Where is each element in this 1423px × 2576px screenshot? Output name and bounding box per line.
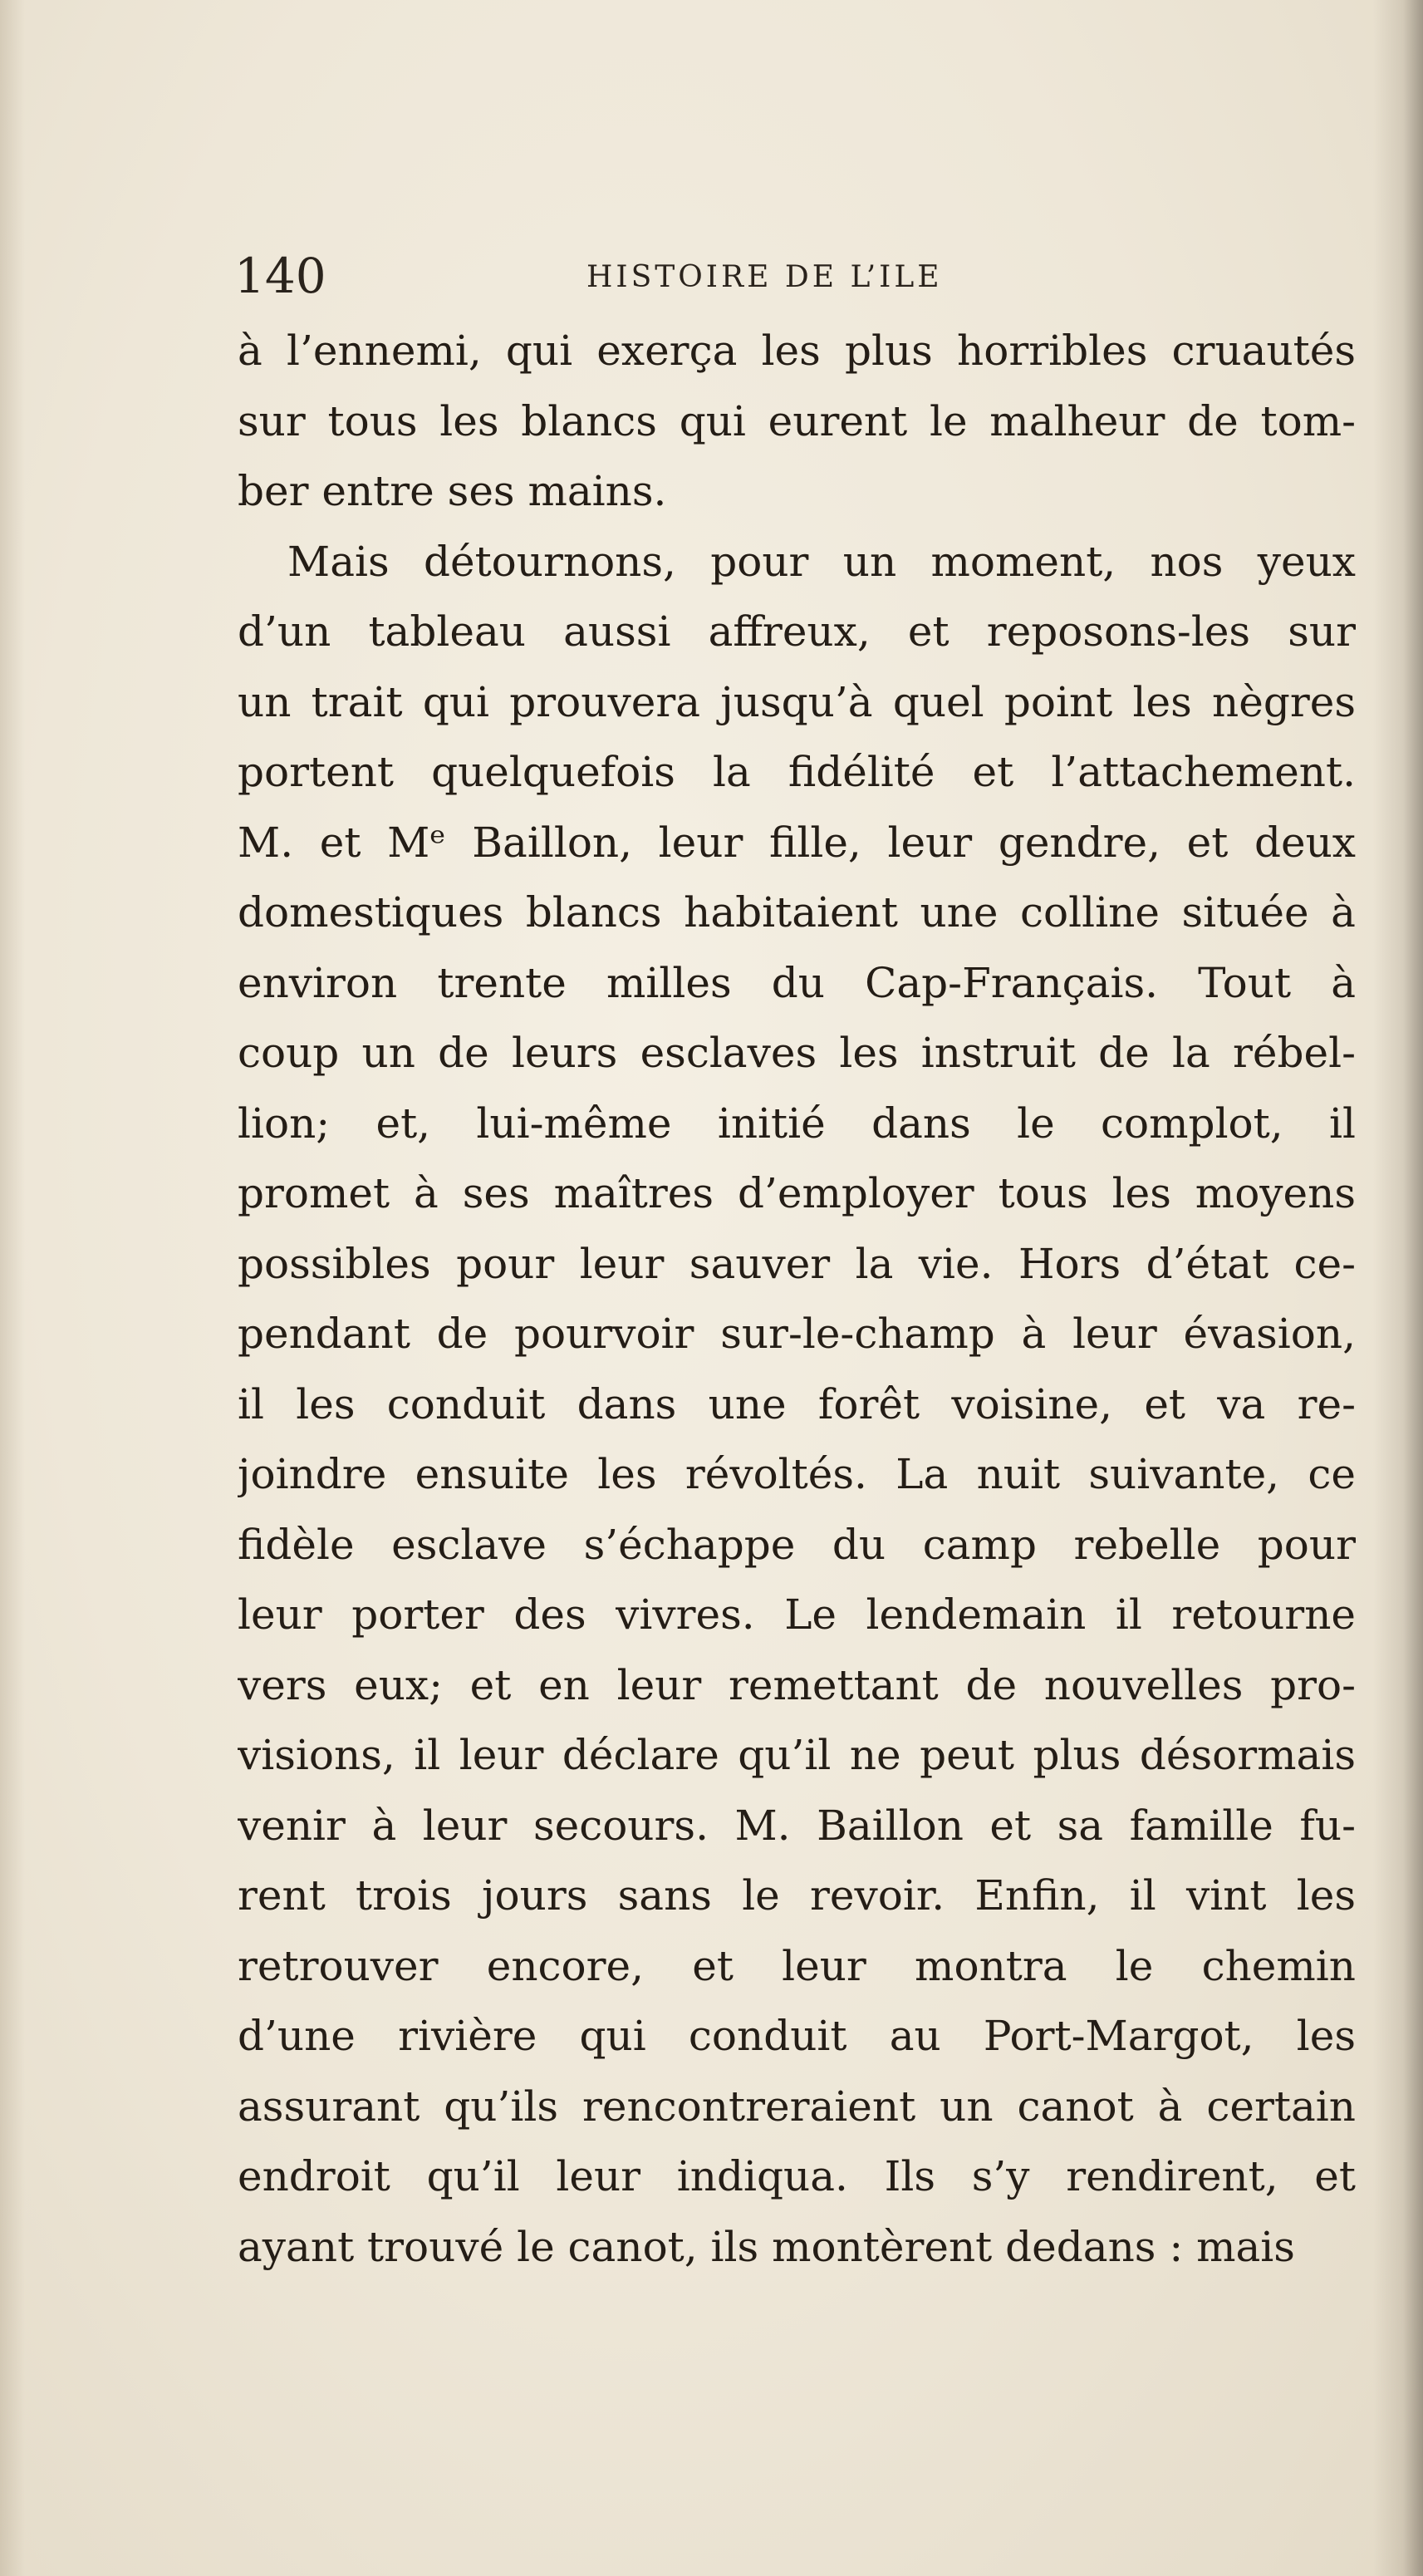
text-line: assurant qu’ils rencontreraient un canot à certain <box>238 2082 1356 2131</box>
text-line: il les conduit dans une forêt voisine, et va re- <box>238 1379 1356 1428</box>
text-line: coup un de leurs esclaves les instruit de la rébel- <box>238 1029 1356 1077</box>
text-line: portent quelquefois la fidélité et l’attachement. <box>238 748 1356 796</box>
page-edge-shadow <box>1373 0 1423 2576</box>
text-line: venir à leur secours. M. Baillon et sa famille fu- <box>238 1801 1356 1850</box>
text-line: endroit qu’il leur indiqua. Ils s’y rendirent, et <box>238 2152 1356 2200</box>
text-line: ayant trouvé le canot, ils montèrent dedans : mais <box>238 2222 1295 2271</box>
text-line: possibles pour leur sauver la vie. Hors d’état ce- <box>238 1239 1356 1288</box>
text-line: pendant de pourvoir sur-le-champ à leur évasion, <box>238 1310 1356 1358</box>
text-line: domestiques blancs habitaient une colline située à <box>238 888 1356 937</box>
page-gutter-shading <box>0 0 25 2576</box>
text-line: ber entre ses mains. <box>238 467 667 515</box>
text-line: leur porter des vivres. Le lendemain il retourne <box>238 1590 1356 1639</box>
body-text <box>238 316 1356 2282</box>
running-title: HISTOIRE DE L’ILE <box>586 260 943 294</box>
text-line: d’un tableau aussi affreux, et reposons-les sur <box>238 607 1356 656</box>
text-line: fidèle esclave s’échappe du camp rebelle pour <box>238 1520 1356 1569</box>
paragraph-first-line: Mais détournons, pour un moment, nos yeux <box>287 537 1356 586</box>
text-line: lion; et, lui-même initié dans le complot, il <box>238 1099 1356 1148</box>
text-line: environ trente milles du Cap-Français. Tout à <box>238 958 1356 1007</box>
text-line: promet à ses maîtres d’employer tous les moyens <box>238 1169 1356 1217</box>
text-line: joindre ensuite les révoltés. La nuit suivante, ce <box>238 1450 1356 1498</box>
text-line: sur tous les blancs qui eurent le malheur de tom- <box>238 396 1356 445</box>
text-line: un trait qui prouvera jusqu’à quel point les nègres <box>238 677 1356 726</box>
text-line: retrouver encore, et leur montra le chemin <box>238 1941 1356 1990</box>
page-header <box>234 243 1364 309</box>
text-line: rent trois jours sans le revoir. Enfin, il vint les <box>238 1871 1356 1920</box>
page-number: 140 <box>234 248 326 304</box>
text-line: vers eux; et en leur remettant de nouvelles pro- <box>238 1660 1356 1709</box>
text-line: d’une rivière qui conduit au Port-Margot, les <box>238 2012 1356 2060</box>
text-line: visions, il leur déclare qu’il ne peut plus désormais <box>238 1731 1356 1779</box>
text-line: à l’ennemi, qui exerça les plus horribles cruautés <box>238 327 1356 375</box>
text-line: M. et Mᵉ Baillon, leur fille, leur gendre, et deux <box>238 818 1356 867</box>
